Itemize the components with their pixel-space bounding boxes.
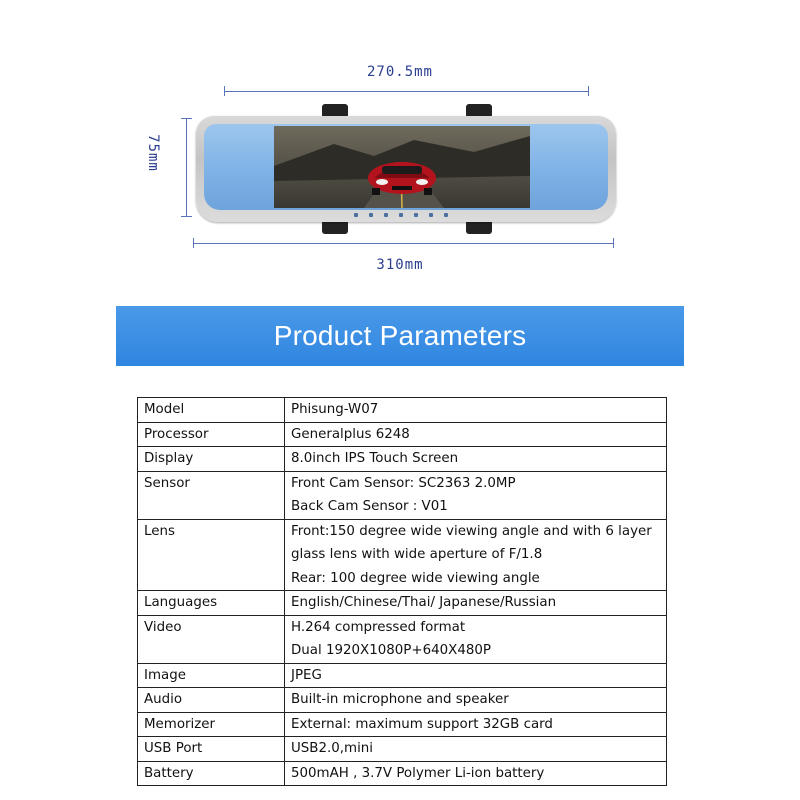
mirror-button-3 [384, 213, 388, 217]
spec-value-line: 8.0inch IPS Touch Screen [291, 451, 459, 466]
table-row [138, 688, 667, 713]
banner-title: Product Parameters [273, 320, 527, 351]
width-bottom-label: 310mm [376, 257, 424, 273]
spec-table-body [138, 398, 667, 786]
spec-value-line: English/Chinese/Thai/ Japanese/Russian [291, 595, 557, 610]
spec-value [285, 688, 667, 713]
spec-value-line: glass lens with wide aperture of F/1.8 [291, 547, 543, 562]
spec-key: Battery [138, 761, 285, 786]
table-row [138, 591, 667, 616]
spec-value [285, 615, 667, 663]
height-line [186, 118, 187, 216]
spec-value [285, 447, 667, 472]
mirror-button-4 [399, 213, 403, 217]
table-row [138, 398, 667, 423]
width-bottom-tick-left [193, 238, 194, 248]
spec-value-line: Built-in microphone and speaker [291, 692, 509, 707]
table-row [138, 519, 667, 591]
spec-key: Sensor [138, 471, 285, 519]
spec-value-line: Phisung-W07 [291, 402, 379, 417]
spec-value-line: Back Cam Sensor : V01 [291, 499, 448, 514]
table-row [138, 615, 667, 663]
spec-value-line: 500mAH , 3.7V Polymer Li-ion battery [291, 765, 545, 781]
spec-table [137, 397, 667, 786]
spec-key: Memorizer [138, 712, 285, 737]
spec-value [285, 712, 667, 737]
spec-value [285, 737, 667, 762]
width-bottom-line [193, 243, 613, 244]
spec-value [285, 422, 667, 447]
screen-car-image [274, 126, 530, 208]
spec-value [285, 519, 667, 591]
mirror-frame [196, 116, 616, 222]
height-side-label: 75mm [144, 134, 161, 172]
spec-value-line: Rear: 100 degree wide viewing angle [291, 570, 540, 586]
spec-value-line: JPEG [291, 667, 322, 683]
width-bottom-tick-right [613, 238, 614, 248]
table-row [138, 471, 667, 519]
table-row [138, 422, 667, 447]
height-tick-top [181, 118, 192, 119]
spec-value-line: H.264 compressed format [291, 619, 466, 635]
table-row [138, 663, 667, 688]
width-top-label: 270.5mm [366, 64, 433, 80]
mount-clip-bottom-right [466, 220, 492, 234]
spec-key: Model [138, 398, 285, 423]
spec-value [285, 471, 667, 519]
mirror-button-5 [414, 213, 418, 217]
table-row [138, 761, 667, 786]
spec-value-line: Front:150 degree wide viewing angle and with 6 layer [291, 523, 652, 539]
spec-key: Lens [138, 519, 285, 591]
spec-value [285, 761, 667, 786]
spec-key: Audio [138, 688, 285, 713]
mirror-button-1 [354, 213, 358, 217]
spec-key: Display [138, 447, 285, 472]
width-top-tick-right [588, 86, 589, 96]
mirror-button-7 [444, 213, 448, 217]
spec-key: Video [138, 615, 285, 663]
table-row [138, 737, 667, 762]
spec-value [285, 663, 667, 688]
spec-key: Image [138, 663, 285, 688]
spec-key: Languages [138, 591, 285, 616]
mirror-button-6 [429, 213, 433, 217]
spec-value [285, 398, 667, 423]
spec-value [285, 591, 667, 616]
width-top-line [224, 91, 588, 92]
product-parameters-banner [116, 306, 684, 366]
height-tick-bottom [181, 216, 192, 217]
spec-value-line: USB2.0,mini [291, 741, 374, 756]
spec-value-line: Front Cam Sensor: SC2363 2.0MP [291, 475, 516, 491]
table-row [138, 447, 667, 472]
mirror-glass [204, 124, 608, 210]
spec-value-line: External: maximum support 32GB card [291, 716, 553, 732]
spec-key: Processor [138, 422, 285, 447]
table-row [138, 712, 667, 737]
spec-value-line: Generalplus 6248 [291, 426, 410, 442]
width-top-tick-left [224, 86, 225, 96]
mirror-button-2 [369, 213, 373, 217]
mount-clip-bottom-left [322, 220, 348, 234]
spec-value-line: Dual 1920X1080P+640X480P [291, 643, 491, 658]
spec-key: USB Port [138, 737, 285, 762]
